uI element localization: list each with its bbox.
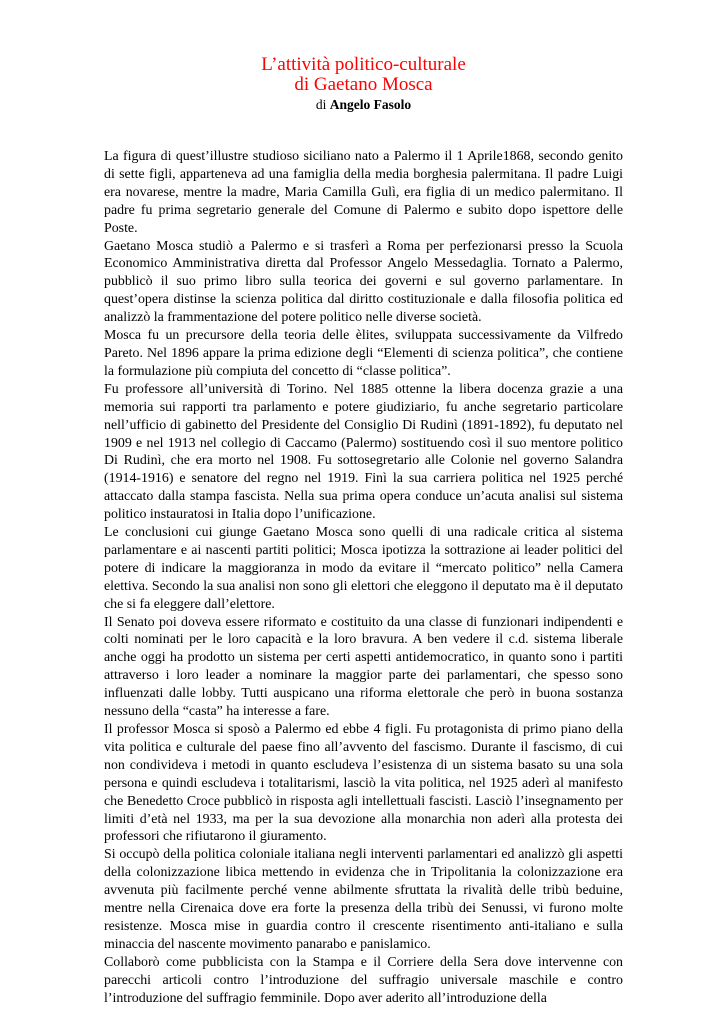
paragraph-5: Le conclusioni cui giunge Gaetano Mosca sono quelli di una radicale critica al sistema parlamentare e ai nascenti partiti politici; Mosca ipotizza la sottrazione ai leader politici del potere di indicare la maggioranza in modo da evitare il “mercato politico” nella Camera elettiva. Secondo la sua analisi non sono gli elettori che eleggono il deputato ma è il deputato che si fa eleggere dall’elettore.: [104, 525, 623, 612]
paragraph-3: Mosca fu un precursore della teoria delle èlites, sviluppata successivamente da Vilfredo Pareto. Nel 1896 appare la prima edizione degli “Elementi di scienza politica”, che contiene la formulazione più compiuta del concetto di “classe politica”.: [104, 328, 623, 379]
paragraph-4: Fu professore all’università di Torino. Nel 1885 ottenne la libera docenza grazie a una memoria sui rapporti tra parlamento e potere giudiziario, fu anche segretario particolare nell’ufficio di gabinetto del Presidente del Consiglio Di Rudinì (1891-1892), fu deputato nel 1909 e nel 1913 nel collegio di Caccamo (Palermo) sostituendo così il suo mentore politico Di Rudinì, che era morto nel 1908. Fu sottosegretario alle Colonie nel governo Salandra (1914-1916) e senatore del regno nel 1919. Finì la sua carriera politica nel 1925 perché attaccato dalla stampa fascista. Nella sua prima opera conduce un’acuta analisi sul sistema politico instauratosi in Italia dopo l’unificazione.: [104, 381, 623, 523]
paragraph-2: Gaetano Mosca studiò a Palermo e si trasferì a Roma per perfezionarsi presso la Scuola Economico Amministrativa diretta dal Professor Angelo Messedaglia. Tornato a Palermo, pubblicò il suo primo libro sulla teorica dei governi e sul governo parlamentare. In quest’opera distinse la scienza politica dal diritto costituzionale e dalla filosofia politica ed analizzò la frammentazione del potere politico nelle diverse società.: [104, 238, 623, 326]
paragraph-8: Si occupò della politica coloniale italiana negli interventi parlamentari ed analizzò gli aspetti della colonizzazione libica mettendo in evidenza che in Tripolitania la colonizzazione era avvenuta più facilmente perché venne abilmente sfruttata la rivalità delle tribù beduine, mentre nella Cirenaica dove era forte la presenza della tribù dei Senussi, vi furono molte resistenze. Mosca mise in guardia contro il crescente risentimento anti-italiano e sulla minaccia del nascente movimento panarabo e panislamico.: [104, 847, 623, 952]
byline-prefix: di: [315, 97, 330, 112]
document-title-line-1: L’attività politico-culturale: [261, 54, 466, 75]
paragraph-7: Il professor Mosca si sposò a Palermo ed ebbe 4 figli. Fu protagonista di primo piano della vita politica e culturale del paese fino all’avvento del fascismo. Durante il fascismo, di cui non condivideva i metodi in quanto escludeva l’esistenza di un sistema basato su una sola persona e quindi escludeva i totalitarismi, lasciò la vita politica, nel 1925 aderì al manifesto che Benedetto Croce pubblicò in risposta agli intellettuali fascisti. Lasciò l’insegnamento per limiti d’età nel 1933, ma per la sua devozione alla monarchia non aderì alla protesta dei professori che rifiutarono il giuramento.: [104, 722, 623, 845]
document-title-line-2: di Gaetano Mosca: [294, 74, 433, 95]
paragraph-1: La figura di quest’illustre studioso siciliano nato a Palermo il 1 Aprile1868, secondo genito di sette figli, apparteneva ad una famiglia della media borghesia palermitana. Il padre Luigi era novarese, mentre la madre, Maria Camilla Gulì, era figlia di un medico palermitano. Il padre fu prima segretario generale del Comune di Palermo e subito dopo ispettore delle Poste.: [104, 149, 623, 236]
byline: [104, 97, 623, 113]
paragraph-6: Il Senato poi doveva essere riformato e costituito da una classe di funzionari indipendenti e colti nominati per le loro capacità e la loro bravura. A ben vedere il c.d. sistema liberale anche oggi ha prodotto un sistema per certi aspetti antidemocratico, in quanto sono i partiti attraverso i loro leader a nominare la maggior parte dei parlamentari, che spesso sono influenzati dalle lobby. Tutti auspicano una riforma elettorale che però in buona sostanza nessuno della “casta” ha interesse a fare.: [104, 614, 623, 720]
article-body: [104, 148, 623, 1008]
paragraph-9: Collaborò come pubblicista con la Stampa e il Corriere della Sera dove intervenne con parecchi articoli contro l’introduzione del suffragio universale maschile e contro l’introduzione del suffragio femminile. Dopo aver aderito all’introduzione della: [104, 954, 623, 1006]
author-name: Angelo Fasolo: [329, 97, 412, 112]
